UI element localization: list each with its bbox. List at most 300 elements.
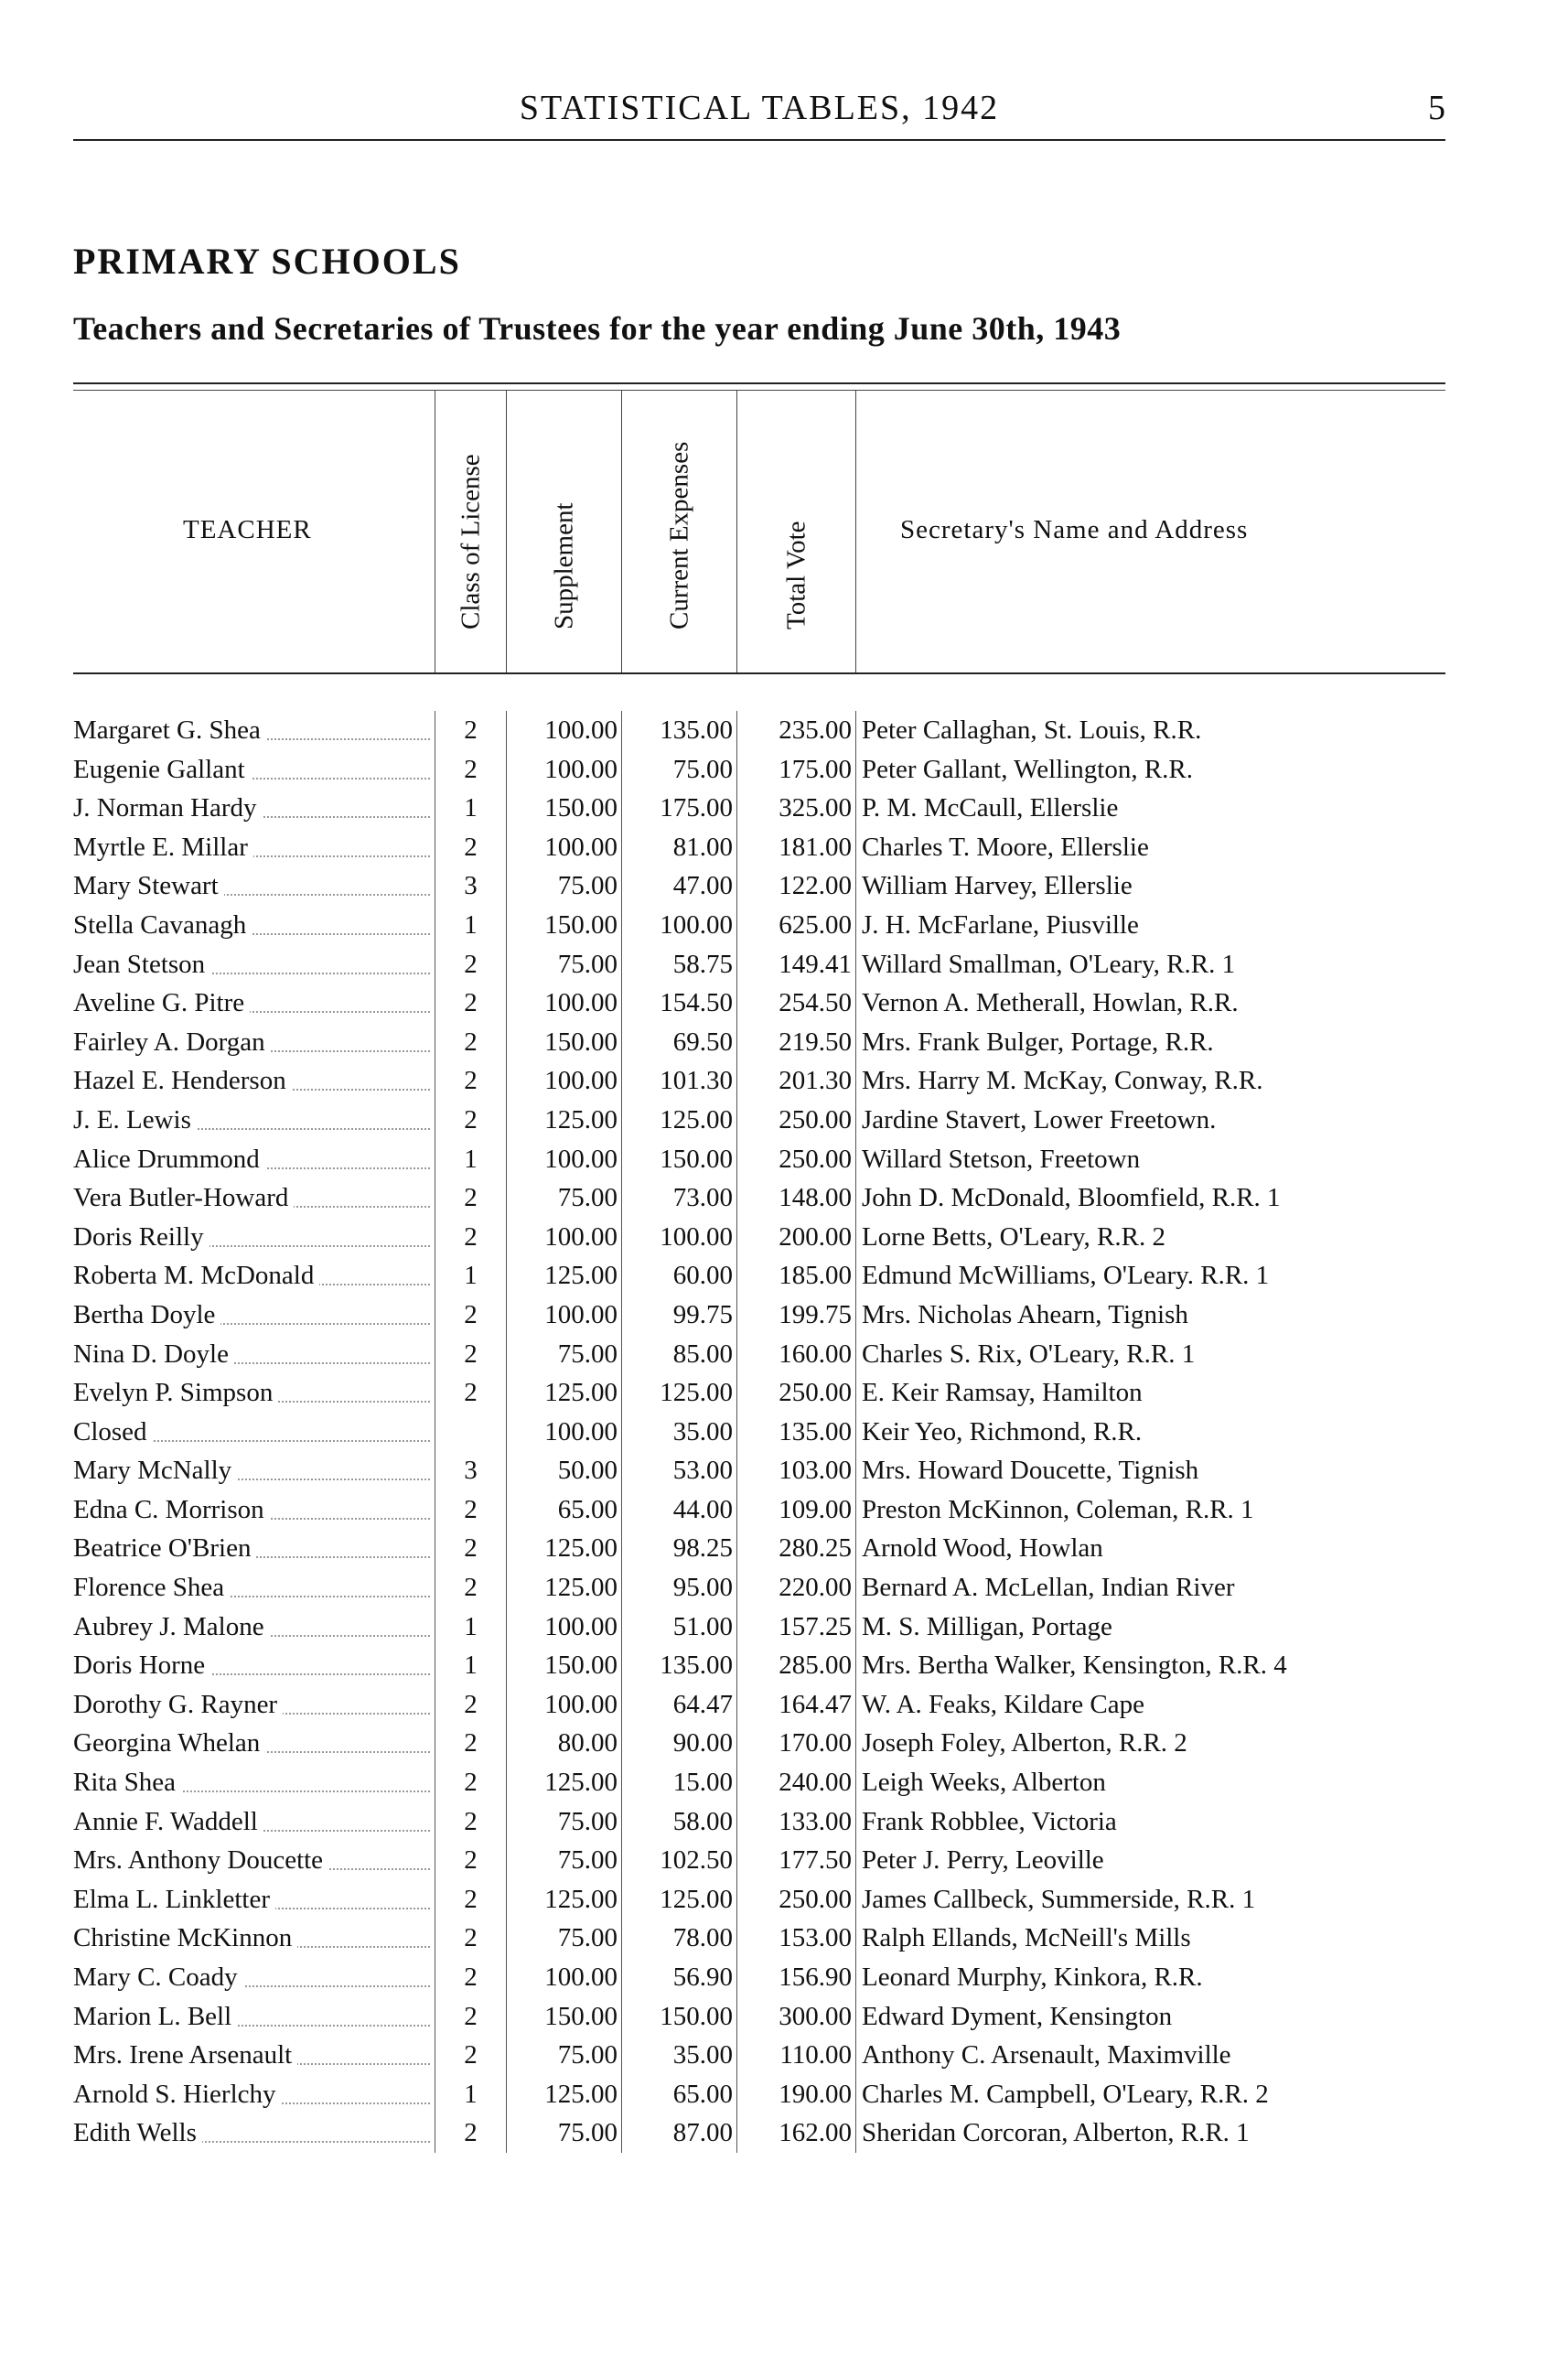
teacher-name: Annie F. Waddell (73, 1807, 263, 1836)
total-vote-cell: 200.00 (736, 1218, 855, 1257)
current-expenses-cell: 75.00 (621, 750, 736, 790)
teacher-cell (73, 2075, 430, 2114)
current-expenses-cell: 85.00 (621, 1335, 736, 1374)
class-of-license-cell: 2 (435, 1218, 506, 1257)
current-expenses-cell: 154.50 (621, 984, 736, 1023)
teacher-cell (73, 2036, 430, 2075)
class-of-license-cell: 2 (435, 711, 506, 750)
teacher-name: Aveline G. Pitre (73, 988, 250, 1017)
total-vote-cell: 160.00 (736, 1335, 855, 1374)
supplement-cell: 100.00 (506, 1296, 621, 1335)
current-expenses-cell: 53.00 (621, 1451, 736, 1490)
table-row (73, 945, 1445, 984)
table-row (73, 1061, 1445, 1101)
current-expenses-cell: 65.00 (621, 2075, 736, 2114)
class-of-license-cell: 2 (435, 1061, 506, 1101)
table-row (73, 1841, 1445, 1880)
teacher-name: Mary C. Coady (73, 1962, 243, 1992)
class-of-license-cell: 2 (435, 1296, 506, 1335)
header-secretary (855, 391, 1445, 672)
table-subtitle: Teachers and Secretaries of Trustees for the year ending June 30th, 1943 (73, 310, 1122, 347)
teacher-cell (73, 1296, 430, 1335)
class-of-license-cell: 2 (435, 984, 506, 1023)
teacher-name: Arnold S. Hierlchy (73, 2080, 282, 2109)
teacher-cell (73, 711, 430, 750)
secretary-cell: W. A. Feaks, Kildare Cape (855, 1685, 1496, 1725)
teacher-cell (73, 1218, 430, 1257)
running-title: STATISTICAL TABLES, 1942 (519, 89, 1000, 127)
secretary-cell: Edward Dyment, Kensington (855, 1997, 1496, 2037)
table-row (73, 789, 1445, 828)
total-vote-cell: 175.00 (736, 750, 855, 790)
teacher-cell (73, 945, 430, 984)
teacher-name: J. Norman Hardy (73, 793, 263, 823)
supplement-cell: 100.00 (506, 1685, 621, 1725)
total-vote-cell: 153.00 (736, 1919, 855, 1958)
teacher-cell (73, 866, 430, 906)
table-row (73, 1335, 1445, 1374)
secretary-cell: Peter Gallant, Wellington, R.R. (855, 750, 1496, 790)
teacher-cell (73, 1023, 430, 1062)
secretary-cell: Charles S. Rix, O'Leary, R.R. 1 (855, 1335, 1496, 1374)
header-class-of-license (435, 391, 506, 672)
total-vote-cell: 250.00 (736, 1880, 855, 1919)
secretary-cell: Peter J. Perry, Leoville (855, 1841, 1496, 1880)
teacher-cell (73, 1763, 430, 1802)
total-vote-cell: 325.00 (736, 789, 855, 828)
secretary-cell: William Harvey, Ellerslie (855, 866, 1496, 906)
total-vote-cell: 185.00 (736, 1256, 855, 1296)
current-expenses-cell: 100.00 (621, 906, 736, 945)
total-vote-cell: 122.00 (736, 866, 855, 906)
table-row (73, 984, 1445, 1023)
table-row (73, 1373, 1445, 1413)
teacher-cell (73, 1373, 430, 1413)
supplement-cell: 100.00 (506, 984, 621, 1023)
supplement-cell: 65.00 (506, 1490, 621, 1530)
secretary-cell: E. Keir Ramsay, Hamilton (855, 1373, 1496, 1413)
secretary-cell: Anthony C. Arsenault, Maximville (855, 2036, 1496, 2075)
running-head (73, 82, 1445, 128)
class-of-license-cell: 1 (435, 1256, 506, 1296)
class-of-license-cell: 2 (435, 1335, 506, 1374)
total-vote-cell: 149.41 (736, 945, 855, 984)
teacher-cell (73, 1256, 430, 1296)
teacher-name: Mrs. Irene Arsenault (73, 2040, 297, 2070)
table-row (73, 1296, 1445, 1335)
teacher-name: Elma L. Linkletter (73, 1885, 275, 1914)
table-row (73, 1256, 1445, 1296)
current-expenses-cell: 78.00 (621, 1919, 736, 1958)
teacher-cell (73, 984, 430, 1023)
secretary-cell: Ralph Ellands, McNeill's Mills (855, 1919, 1496, 1958)
table-row (73, 1413, 1445, 1452)
teacher-name: Eugenie Gallant (73, 755, 251, 784)
header-secretary-label: Secretary's Name and Address (900, 515, 1249, 544)
class-of-license-cell: 2 (435, 1919, 506, 1958)
total-vote-cell: 220.00 (736, 1568, 855, 1608)
class-of-license-cell: 2 (435, 1763, 506, 1802)
teacher-cell (73, 1178, 430, 1218)
supplement-cell: 125.00 (506, 1763, 621, 1802)
teacher-name: Florence Shea (73, 1573, 230, 1602)
current-expenses-cell: 15.00 (621, 1763, 736, 1802)
header-current-expenses-label: Current Expenses (664, 441, 693, 629)
teacher-cell (73, 1061, 430, 1101)
supplement-cell: 100.00 (506, 1608, 621, 1647)
table-row (73, 1763, 1445, 1802)
class-of-license-cell: 3 (435, 866, 506, 906)
total-vote-cell: 300.00 (736, 1997, 855, 2037)
table-row (73, 906, 1445, 945)
teacher-cell (73, 1841, 430, 1880)
total-vote-cell: 254.50 (736, 984, 855, 1023)
total-vote-cell: 164.47 (736, 1685, 855, 1725)
current-expenses-cell: 125.00 (621, 1373, 736, 1413)
total-vote-cell: 148.00 (736, 1178, 855, 1218)
table-row (73, 1218, 1445, 1257)
table-row (73, 750, 1445, 790)
table-row (73, 1140, 1445, 1179)
current-expenses-cell: 101.30 (621, 1061, 736, 1101)
teacher-name: Georgina Whelan (73, 1728, 265, 1758)
table-row (73, 1997, 1445, 2037)
teacher-name: Margaret G. Shea (73, 715, 266, 745)
class-of-license-cell: 2 (435, 1178, 506, 1218)
current-expenses-cell: 98.25 (621, 1529, 736, 1568)
teacher-name: Myrtle E. Millar (73, 833, 253, 862)
header-teacher-label: TEACHER (183, 515, 312, 544)
teacher-cell (73, 1413, 430, 1452)
table-row (73, 2075, 1445, 2114)
teacher-name: Mary Stewart (73, 871, 224, 900)
total-vote-cell: 219.50 (736, 1023, 855, 1062)
teacher-cell (73, 1997, 430, 2037)
teacher-name: Hazel E. Henderson (73, 1066, 292, 1095)
header-total-vote-label: Total Vote (781, 521, 811, 629)
secretary-cell: Leigh Weeks, Alberton (855, 1763, 1496, 1802)
class-of-license-cell: 1 (435, 1140, 506, 1179)
current-expenses-cell: 44.00 (621, 1490, 736, 1530)
secretary-cell: Mrs. Harry M. McKay, Conway, R.R. (855, 1061, 1496, 1101)
current-expenses-cell: 81.00 (621, 828, 736, 867)
table-row (73, 1178, 1445, 1218)
class-of-license-cell: 2 (435, 2113, 506, 2153)
class-of-license-cell: 2 (435, 1568, 506, 1608)
teacher-cell (73, 1646, 430, 1685)
teacher-name: Doris Reilly (73, 1222, 209, 1252)
secretary-cell: Charles T. Moore, Ellerslie (855, 828, 1496, 867)
supplement-cell: 80.00 (506, 1724, 621, 1763)
supplement-cell: 150.00 (506, 1646, 621, 1685)
header-class-of-license-label: Class of License (456, 454, 485, 629)
secretary-cell: Mrs. Nicholas Ahearn, Tignish (855, 1296, 1496, 1335)
current-expenses-cell: 150.00 (621, 1997, 736, 2037)
supplement-cell: 75.00 (506, 1335, 621, 1374)
total-vote-cell: 625.00 (736, 906, 855, 945)
total-vote-cell: 250.00 (736, 1140, 855, 1179)
secretary-cell: Keir Yeo, Richmond, R.R. (855, 1413, 1496, 1452)
teacher-name: Dorothy G. Rayner (73, 1690, 283, 1719)
page-number: 5 (1428, 89, 1445, 127)
teacher-cell (73, 906, 430, 945)
teacher-name: Closed (73, 1417, 153, 1446)
current-expenses-cell: 51.00 (621, 1608, 736, 1647)
class-of-license-cell: 2 (435, 1958, 506, 1997)
table-row (73, 1451, 1445, 1490)
supplement-cell: 75.00 (506, 1178, 621, 1218)
secretary-cell: Vernon A. Metherall, Howlan, R.R. (855, 984, 1496, 1023)
class-of-license-cell: 3 (435, 1451, 506, 1490)
secretary-cell: Jardine Stavert, Lower Freetown. (855, 1101, 1496, 1140)
header-current-expenses (621, 391, 736, 672)
header-total-vote (736, 391, 855, 672)
total-vote-cell: 240.00 (736, 1763, 855, 1802)
teacher-cell (73, 1958, 430, 1997)
total-vote-cell: 250.00 (736, 1373, 855, 1413)
supplement-cell: 75.00 (506, 2113, 621, 2153)
header-supplement (506, 391, 621, 672)
class-of-license-cell: 2 (435, 1373, 506, 1413)
table-row (73, 866, 1445, 906)
current-expenses-cell: 99.75 (621, 1296, 736, 1335)
teacher-name: Fairley A. Dorgan (73, 1027, 271, 1057)
class-of-license-cell: 2 (435, 2036, 506, 2075)
teacher-cell (73, 1919, 430, 1958)
class-of-license-cell: 1 (435, 2075, 506, 2114)
class-of-license-cell: 2 (435, 1802, 506, 1842)
class-of-license-cell: 2 (435, 750, 506, 790)
total-vote-cell: 280.25 (736, 1529, 855, 1568)
teacher-cell (73, 1335, 430, 1374)
secretary-cell: Arnold Wood, Howlan (855, 1529, 1496, 1568)
teacher-cell (73, 1101, 430, 1140)
teacher-name: Doris Horne (73, 1651, 210, 1680)
total-vote-cell: 235.00 (736, 711, 855, 750)
total-vote-cell: 250.00 (736, 1101, 855, 1140)
class-of-license-cell: 2 (435, 1023, 506, 1062)
supplement-cell: 150.00 (506, 906, 621, 945)
supplement-cell: 125.00 (506, 1101, 621, 1140)
secretary-cell: M. S. Milligan, Portage (855, 1608, 1496, 1647)
current-expenses-cell: 58.75 (621, 945, 736, 984)
current-expenses-cell: 90.00 (621, 1724, 736, 1763)
current-expenses-cell: 125.00 (621, 1101, 736, 1140)
total-vote-cell: 170.00 (736, 1724, 855, 1763)
teacher-name: Bertha Doyle (73, 1300, 220, 1329)
secretary-cell: Mrs. Frank Bulger, Portage, R.R. (855, 1023, 1496, 1062)
class-of-license-cell: 1 (435, 789, 506, 828)
current-expenses-cell: 35.00 (621, 2036, 736, 2075)
supplement-cell: 150.00 (506, 789, 621, 828)
supplement-cell: 125.00 (506, 1256, 621, 1296)
teacher-name: Alice Drummond (73, 1145, 265, 1174)
supplement-cell: 125.00 (506, 2075, 621, 2114)
supplement-cell: 100.00 (506, 1218, 621, 1257)
secretary-cell: P. M. McCaull, Ellerslie (855, 789, 1496, 828)
total-vote-cell: 135.00 (736, 1413, 855, 1452)
table-row (73, 1608, 1445, 1647)
total-vote-cell: 156.90 (736, 1958, 855, 1997)
total-vote-cell: 181.00 (736, 828, 855, 867)
secretary-cell: Edmund McWilliams, O'Leary. R.R. 1 (855, 1256, 1496, 1296)
header-supplement-label: Supplement (549, 502, 578, 629)
current-expenses-cell: 56.90 (621, 1958, 736, 1997)
teacher-cell (73, 1140, 430, 1179)
class-of-license-cell: 2 (435, 1490, 506, 1530)
secretary-cell: Preston McKinnon, Coleman, R.R. 1 (855, 1490, 1496, 1530)
teacher-name: Mary McNally (73, 1456, 237, 1485)
section-title: PRIMARY SCHOOLS (73, 241, 461, 282)
class-of-license-cell: 1 (435, 1608, 506, 1647)
class-of-license-cell: 2 (435, 828, 506, 867)
supplement-cell: 100.00 (506, 1413, 621, 1452)
teacher-name: Stella Cavanagh (73, 910, 252, 940)
class-of-license-cell: 2 (435, 1724, 506, 1763)
supplement-cell: 75.00 (506, 2036, 621, 2075)
current-expenses-cell: 35.00 (621, 1413, 736, 1452)
table-row (73, 1802, 1445, 1842)
current-expenses-cell: 150.00 (621, 1140, 736, 1179)
table-row (73, 1685, 1445, 1725)
teacher-cell (73, 1802, 430, 1842)
current-expenses-cell: 64.47 (621, 1685, 736, 1725)
supplement-cell: 75.00 (506, 1919, 621, 1958)
supplement-cell: 125.00 (506, 1880, 621, 1919)
secretary-cell: J. H. McFarlane, Piusville (855, 906, 1496, 945)
total-vote-cell: 110.00 (736, 2036, 855, 2075)
teacher-cell (73, 1608, 430, 1647)
total-vote-cell: 190.00 (736, 2075, 855, 2114)
schools-table (73, 382, 1445, 2153)
secretary-cell: Willard Smallman, O'Leary, R.R. 1 (855, 945, 1496, 984)
teacher-name: Edith Wells (73, 2118, 202, 2147)
secretary-cell: Mrs. Howard Doucette, Tignish (855, 1451, 1496, 1490)
supplement-cell: 100.00 (506, 1958, 621, 1997)
table-row (73, 1023, 1445, 1062)
total-vote-cell: 133.00 (736, 1802, 855, 1842)
table-row (73, 1529, 1445, 1568)
secretary-cell: Mrs. Bertha Walker, Kensington, R.R. 4 (855, 1646, 1496, 1685)
total-vote-cell: 109.00 (736, 1490, 855, 1530)
teacher-cell (73, 1685, 430, 1725)
secretary-cell: Charles M. Campbell, O'Leary, R.R. 2 (855, 2075, 1496, 2114)
table-row (73, 1646, 1445, 1685)
supplement-cell: 100.00 (506, 828, 621, 867)
supplement-cell: 75.00 (506, 1841, 621, 1880)
class-of-license-cell: 2 (435, 945, 506, 984)
teacher-cell (73, 1529, 430, 1568)
total-vote-cell: 103.00 (736, 1451, 855, 1490)
total-vote-cell: 157.25 (736, 1608, 855, 1647)
secretary-cell: Frank Robblee, Victoria (855, 1802, 1496, 1842)
supplement-cell: 125.00 (506, 1373, 621, 1413)
teacher-cell (73, 1724, 430, 1763)
table-header-row (73, 391, 1445, 672)
secretary-cell: Peter Callaghan, St. Louis, R.R. (855, 711, 1496, 750)
total-vote-cell: 199.75 (736, 1296, 855, 1335)
teacher-name: Marion L. Bell (73, 2002, 237, 2031)
supplement-cell: 75.00 (506, 945, 621, 984)
table-row (73, 2036, 1445, 2075)
teacher-cell (73, 828, 430, 867)
current-expenses-cell: 102.50 (621, 1841, 736, 1880)
class-of-license-cell: 2 (435, 1685, 506, 1725)
supplement-cell: 125.00 (506, 1568, 621, 1608)
teacher-name: Roberta M. McDonald (73, 1261, 319, 1290)
current-expenses-cell: 87.00 (621, 2113, 736, 2153)
header-divider (73, 139, 1445, 141)
table-row (73, 1880, 1445, 1919)
class-of-license-cell: 2 (435, 1841, 506, 1880)
teacher-cell (73, 750, 430, 790)
class-of-license-cell: 2 (435, 1880, 506, 1919)
current-expenses-cell: 73.00 (621, 1178, 736, 1218)
current-expenses-cell: 60.00 (621, 1256, 736, 1296)
teacher-name: Vera Butler-Howard (73, 1183, 294, 1212)
teacher-cell (73, 1568, 430, 1608)
table-row (73, 2113, 1445, 2153)
header-teacher (73, 391, 435, 672)
current-expenses-cell: 175.00 (621, 789, 736, 828)
supplement-cell: 100.00 (506, 1061, 621, 1101)
supplement-cell: 100.00 (506, 1140, 621, 1179)
teacher-name: J. E. Lewis (73, 1105, 197, 1134)
teacher-name: Jean Stetson (73, 950, 210, 979)
supplement-cell: 50.00 (506, 1451, 621, 1490)
table-row (73, 711, 1445, 750)
teacher-name: Christine McKinnon (73, 1923, 297, 1952)
teacher-name: Rita Shea (73, 1768, 181, 1797)
teacher-cell (73, 2113, 430, 2153)
teacher-cell (73, 1880, 430, 1919)
supplement-cell: 75.00 (506, 866, 621, 906)
supplement-cell: 100.00 (506, 750, 621, 790)
current-expenses-cell: 135.00 (621, 711, 736, 750)
current-expenses-cell: 100.00 (621, 1218, 736, 1257)
table-row (73, 1724, 1445, 1763)
total-vote-cell: 285.00 (736, 1646, 855, 1685)
class-of-license-cell (435, 1413, 506, 1452)
total-vote-cell: 162.00 (736, 2113, 855, 2153)
teacher-name: Edna C. Morrison (73, 1495, 270, 1524)
total-vote-cell: 201.30 (736, 1061, 855, 1101)
current-expenses-cell: 58.00 (621, 1802, 736, 1842)
table-body (73, 711, 1445, 2153)
teacher-name: Evelyn P. Simpson (73, 1378, 278, 1407)
teacher-name: Nina D. Doyle (73, 1339, 234, 1369)
teacher-name: Beatrice O'Brien (73, 1533, 256, 1563)
teacher-name: Aubrey J. Malone (73, 1612, 270, 1641)
class-of-license-cell: 2 (435, 1101, 506, 1140)
secretary-cell: Joseph Foley, Alberton, R.R. 2 (855, 1724, 1496, 1763)
secretary-cell: John D. McDonald, Bloomfield, R.R. 1 (855, 1178, 1496, 1218)
secretary-cell: Bernard A. McLellan, Indian River (855, 1568, 1496, 1608)
table-header-bottom-rule (73, 672, 1445, 674)
secretary-cell: Leonard Murphy, Kinkora, R.R. (855, 1958, 1496, 1997)
total-vote-cell: 177.50 (736, 1841, 855, 1880)
secretary-cell: Sheridan Corcoran, Alberton, R.R. 1 (855, 2113, 1496, 2153)
current-expenses-cell: 135.00 (621, 1646, 736, 1685)
class-of-license-cell: 2 (435, 1997, 506, 2037)
teacher-cell (73, 789, 430, 828)
secretary-cell: Willard Stetson, Freetown (855, 1140, 1496, 1179)
table-row (73, 1101, 1445, 1140)
class-of-license-cell: 1 (435, 1646, 506, 1685)
supplement-cell: 150.00 (506, 1997, 621, 2037)
supplement-cell: 125.00 (506, 1529, 621, 1568)
secretary-cell: Lorne Betts, O'Leary, R.R. 2 (855, 1218, 1496, 1257)
